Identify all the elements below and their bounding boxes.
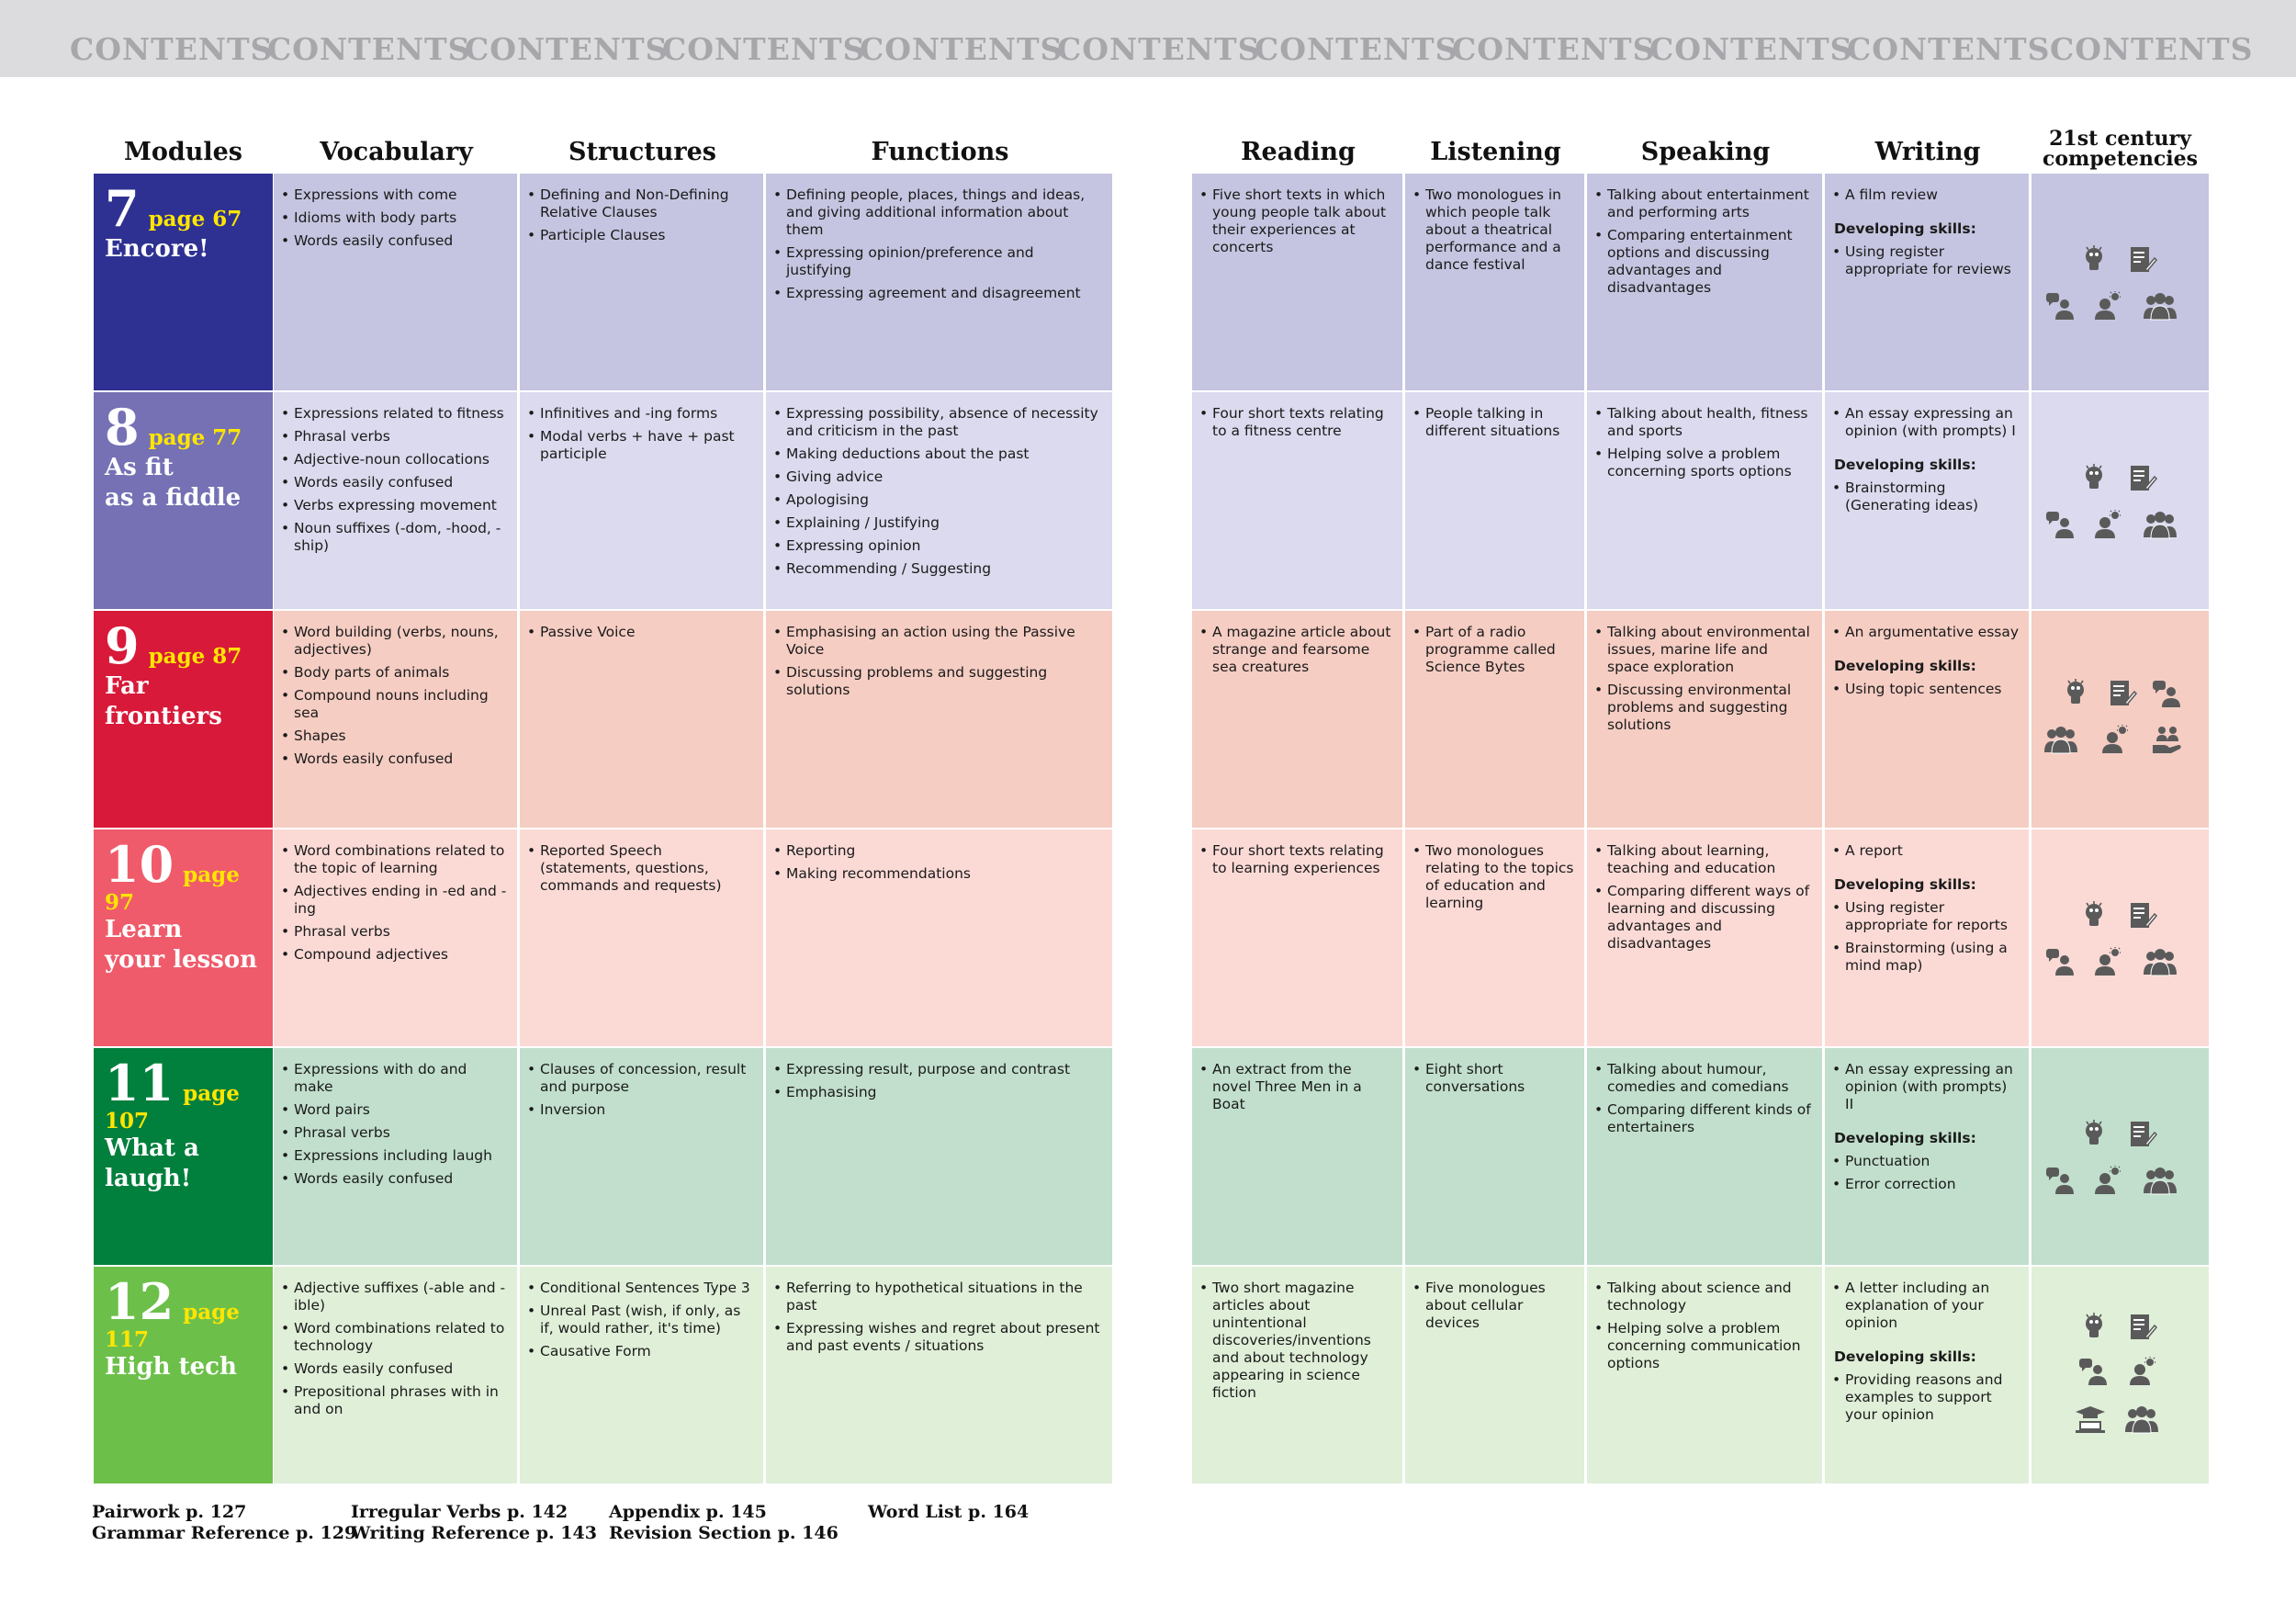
module-title: Learn your lesson	[105, 916, 258, 974]
banner-word: CONTENTS	[1452, 31, 1656, 67]
structures-cell	[520, 392, 763, 609]
list-item: • Helping solve a problem concerning communication options	[1607, 1320, 1813, 1372]
module-page: page 117	[105, 1300, 240, 1352]
structures-cell	[520, 174, 763, 390]
chat-person-icon	[2077, 1357, 2110, 1386]
list-item: • Expressing opinion/preference and justifying	[786, 244, 1103, 279]
list-item: • Five monologues about cellular devices	[1425, 1280, 1575, 1332]
chat-person-icon	[2044, 947, 2077, 976]
list-item: • Word pairs	[294, 1101, 508, 1119]
list-item: • Talking about learning, teaching and education	[1607, 842, 1813, 877]
list-item: • Punctuation	[1845, 1153, 2020, 1170]
list-item: • Making recommendations	[786, 865, 1103, 883]
contents-banner	[0, 0, 2296, 77]
person-idea-icon	[2090, 510, 2123, 539]
document-pen-icon	[2125, 464, 2158, 493]
speaking-cell	[1587, 174, 1822, 390]
module-number: 11	[105, 1054, 174, 1112]
competencies-cell	[2032, 829, 2209, 1046]
banner-word: CONTENTS	[1847, 31, 2051, 67]
structures-cell	[520, 829, 763, 1046]
list-item: • Comparing entertainment options and discussing advantages and disadvantages	[1607, 227, 1813, 297]
hand-people-icon	[2151, 725, 2184, 754]
header-writing: Writing	[1874, 138, 1981, 166]
footer-item: Writing Reference p. 143	[351, 1523, 597, 1543]
list-item: • Helping solve a problem concerning sports options	[1607, 446, 1813, 480]
vocabulary-cell	[274, 829, 517, 1046]
list-item: • Expressing result, purpose and contrast	[786, 1061, 1103, 1078]
module-cell	[94, 174, 273, 390]
speaking-cell	[1587, 829, 1822, 1046]
module-number: 10	[105, 835, 174, 894]
bulb-head-icon	[2077, 901, 2110, 931]
skills-label: Developing skills:	[1834, 876, 1976, 893]
list-item: • Using register appropriate for reports	[1845, 899, 2020, 934]
footer-col-3	[609, 1502, 838, 1544]
skills-label: Developing skills:	[1834, 457, 1976, 473]
list-item: • Using register appropriate for reviews	[1845, 243, 2020, 278]
list-item: • Using topic sentences	[1845, 681, 2020, 698]
vocabulary-cell	[274, 611, 517, 828]
vocabulary-cell	[274, 1048, 517, 1265]
vocabulary-cell	[274, 174, 517, 390]
banner-word: CONTENTS	[662, 31, 866, 67]
list-item: • Expressions related to fitness	[294, 405, 508, 423]
listening-cell	[1405, 1048, 1584, 1265]
list-item: • Two short magazine articles about unintentional discoveries/inventions and about technology appearing in science fiction	[1212, 1280, 1393, 1402]
header-speaking: Speaking	[1640, 138, 1771, 166]
list-item: • Phrasal verbs	[294, 923, 508, 941]
list-item: • Brainstorming (using a mind map)	[1845, 940, 2020, 975]
module-page: page 87	[148, 644, 242, 669]
list-item: • Discussing environmental problems and suggesting solutions	[1607, 682, 1813, 734]
module-number: 9	[105, 616, 140, 675]
module-cell	[94, 1048, 273, 1265]
writing-cell	[1825, 611, 2029, 828]
list-item: • A film review	[1845, 186, 2020, 204]
list-item: • Part of a radio programme called Science Bytes	[1425, 624, 1575, 676]
reading-cell	[1192, 611, 1402, 828]
list-item: • Emphasising	[786, 1084, 1103, 1101]
skills-label: Developing skills:	[1834, 658, 1976, 674]
competencies-cell	[2032, 1048, 2209, 1265]
list-item: • Reporting	[786, 842, 1103, 860]
speaking-cell	[1587, 1267, 1822, 1483]
bulb-head-icon	[2077, 1313, 2110, 1342]
list-item: • Talking about health, fitness and sports	[1607, 405, 1813, 440]
module-page: page 77	[148, 425, 242, 450]
list-item: • Five short texts in which young people talk about their experiences at concerts	[1212, 186, 1393, 256]
competencies-cell	[2032, 174, 2209, 390]
group-people-icon	[2144, 510, 2177, 539]
list-item: • Discussing problems and suggesting solutions	[786, 664, 1103, 699]
module-number: 7	[105, 179, 140, 238]
list-item: • Expressions with do and make	[294, 1061, 508, 1096]
list-item: • Two monologues relating to the topics of education and learning	[1425, 842, 1575, 912]
list-item: • An essay expressing an opinion (with prompts) II	[1845, 1061, 2020, 1113]
list-item: • Two monologues in which people talk about a theatrical performance and a dance festival	[1425, 186, 1575, 274]
list-item: • Unreal Past (wish, if only, as if, would rather, it's time)	[540, 1303, 754, 1337]
list-item: • Compound nouns including sea	[294, 687, 508, 722]
list-item: • Word combinations related to technology	[294, 1320, 508, 1355]
footer-col-2	[351, 1502, 597, 1544]
module-title: As fit as a fiddle	[105, 454, 242, 512]
list-item: • Inversion	[540, 1101, 754, 1119]
vocabulary-cell	[274, 1267, 517, 1483]
structures-cell	[520, 1267, 763, 1483]
document-pen-icon	[2105, 679, 2138, 708]
module-title: Far frontiers	[105, 672, 222, 730]
module-number: 8	[105, 398, 140, 457]
vocabulary-cell	[274, 392, 517, 609]
skills-label: Developing skills:	[1834, 220, 1976, 237]
group-people-icon	[2144, 947, 2177, 976]
document-pen-icon	[2125, 1120, 2158, 1149]
header-vocabulary: Vocabulary	[320, 138, 473, 166]
list-item: • Apologising	[786, 491, 1103, 509]
footer-item: Pairwork p. 127	[92, 1502, 247, 1522]
banner-word: CONTENTS	[1057, 31, 1261, 67]
header-listening: Listening	[1430, 138, 1561, 166]
person-idea-icon	[2098, 725, 2131, 754]
list-item: • Idioms with body parts	[294, 209, 508, 227]
reading-cell	[1192, 174, 1402, 390]
bulb-head-icon	[2077, 1120, 2110, 1149]
reading-cell	[1192, 829, 1402, 1046]
list-item: • Shapes	[294, 728, 508, 745]
list-item: • Adjectives ending in -ed and -ing	[294, 883, 508, 918]
chat-person-icon	[2151, 679, 2184, 708]
module-cell	[94, 611, 273, 828]
bulb-head-icon	[2077, 245, 2110, 275]
list-item: • Four short texts relating to a fitness centre	[1212, 405, 1393, 440]
list-item: • Words easily confused	[294, 750, 508, 768]
footer-item: Irregular Verbs p. 142	[351, 1502, 568, 1522]
list-item: • Expressions including laugh	[294, 1147, 508, 1165]
list-item: • Making deductions about the past	[786, 446, 1103, 463]
module-title: Encore!	[105, 235, 209, 263]
list-item: • Providing reasons and examples to support your opinion	[1845, 1371, 2020, 1424]
list-item: • A magazine article about strange and fearsome sea creatures	[1212, 624, 1393, 676]
list-item: • A letter including an explanation of your opinion	[1845, 1280, 2020, 1332]
list-item: • Expressing agreement and disagreement	[786, 285, 1103, 302]
speaking-cell	[1587, 1048, 1822, 1265]
list-item: • Words easily confused	[294, 1170, 508, 1188]
list-item: • People talking in different situations	[1425, 405, 1575, 440]
module-cell	[94, 392, 273, 609]
competencies-cell	[2032, 611, 2209, 828]
list-item: • Comparing different kinds of entertainers	[1607, 1101, 1813, 1136]
competencies-cell	[2032, 1267, 2209, 1483]
bulb-head-icon	[2059, 679, 2092, 708]
list-item: • Clauses of concession, result and purpose	[540, 1061, 754, 1096]
chat-person-icon	[2044, 1166, 2077, 1195]
list-item: • Expressions with come	[294, 186, 508, 204]
module-number: 12	[105, 1272, 174, 1331]
module-title: What a laugh!	[105, 1134, 199, 1192]
list-item: • Passive Voice	[540, 624, 754, 641]
list-item: • Giving advice	[786, 468, 1103, 486]
list-item: • An argumentative essay	[1845, 624, 2020, 641]
group-people-icon	[2144, 1166, 2177, 1195]
list-item: • Conditional Sentences Type 3	[540, 1280, 754, 1297]
listening-cell	[1405, 392, 1584, 609]
listening-cell	[1405, 174, 1584, 390]
competencies-cell	[2032, 392, 2209, 609]
module-cell	[94, 1267, 273, 1483]
group-people-icon	[2044, 725, 2077, 754]
list-item: • Talking about entertainment and performing arts	[1607, 186, 1813, 221]
person-idea-icon	[2090, 947, 2123, 976]
person-idea-icon	[2090, 1166, 2123, 1195]
header-reading: Reading	[1241, 138, 1356, 166]
list-item: • Explaining / Justifying	[786, 514, 1103, 532]
person-idea-icon	[2125, 1357, 2158, 1386]
list-item: • Phrasal verbs	[294, 428, 508, 446]
list-item: • Referring to hypothetical situations in the past	[786, 1280, 1103, 1314]
list-item: • Words easily confused	[294, 1360, 508, 1378]
list-item: • Phrasal verbs	[294, 1124, 508, 1142]
banner-word: CONTENTS	[70, 31, 274, 67]
list-item: • Word combinations related to the topic of learning	[294, 842, 508, 877]
list-item: • A report	[1845, 842, 2020, 860]
list-item: • Words easily confused	[294, 474, 508, 491]
footer-item: Revision Section p. 146	[609, 1523, 838, 1543]
list-item: • Noun suffixes (-dom, -hood, -ship)	[294, 520, 508, 555]
list-item: • Talking about humour, comedies and comedians	[1607, 1061, 1813, 1096]
list-item: • Brainstorming (Generating ideas)	[1845, 479, 2020, 514]
list-item: • Infinitives and -ing forms	[540, 405, 754, 423]
document-pen-icon	[2125, 1313, 2158, 1342]
list-item: • Modal verbs + have + past participle	[540, 428, 754, 463]
list-item: • Four short texts relating to learning experiences	[1212, 842, 1393, 877]
writing-cell	[1825, 829, 2029, 1046]
speaking-cell	[1587, 611, 1822, 828]
list-item: • Words easily confused	[294, 232, 508, 250]
list-item: • Talking about environmental issues, marine life and space exploration	[1607, 624, 1813, 676]
list-item: • Recommending / Suggesting	[786, 560, 1103, 578]
footer-col-1	[92, 1502, 356, 1544]
list-item: • An extract from the novel Three Men in a Boat	[1212, 1061, 1393, 1113]
writing-cell	[1825, 1267, 2029, 1483]
reading-cell	[1192, 1048, 1402, 1265]
skills-label: Developing skills:	[1834, 1130, 1976, 1146]
writing-cell	[1825, 174, 2029, 390]
banner-word: CONTENTS	[1255, 31, 1458, 67]
list-item: • Talking about science and technology	[1607, 1280, 1813, 1314]
functions-cell	[766, 392, 1112, 609]
list-item: • Expressing opinion	[786, 537, 1103, 555]
reading-cell	[1192, 1267, 1402, 1483]
group-people-icon	[2125, 1404, 2158, 1434]
header-modules: Modules	[123, 138, 243, 166]
list-item: • Defining and Non-Defining Relative Clauses	[540, 186, 754, 221]
list-item: • Causative Form	[540, 1343, 754, 1360]
footer-item: Appendix p. 145	[609, 1502, 767, 1522]
chat-person-icon	[2044, 510, 2077, 539]
header-structures: Structures	[568, 138, 716, 166]
list-item: • Adjective suffixes (-able and -ible)	[294, 1280, 508, 1314]
list-item: • Error correction	[1845, 1176, 2020, 1193]
list-item: • Reported Speech (statements, questions, commands and requests)	[540, 842, 754, 895]
list-item: • Expressing possibility, absence of necessity and criticism in the past	[786, 405, 1103, 440]
footer-col-4	[868, 1502, 1029, 1523]
structures-cell	[520, 611, 763, 828]
header-functions: Functions	[871, 138, 1009, 166]
listening-cell	[1405, 611, 1584, 828]
document-pen-icon	[2125, 245, 2158, 275]
person-idea-icon	[2090, 291, 2123, 321]
listening-cell	[1405, 1267, 1584, 1483]
banner-word: CONTENTS	[1649, 31, 1853, 67]
reading-cell	[1192, 392, 1402, 609]
list-item: • An essay expressing an opinion (with prompts) I	[1845, 405, 2020, 440]
list-item: • Emphasising an action using the Passive Voice	[786, 624, 1103, 659]
list-item: • Word building (verbs, nouns, adjectives)	[294, 624, 508, 659]
functions-cell	[766, 174, 1112, 390]
header-competencies: 21st century competencies	[2042, 127, 2199, 171]
functions-cell	[766, 611, 1112, 828]
writing-cell	[1825, 1048, 2029, 1265]
skills-label: Developing skills:	[1834, 1348, 1976, 1365]
writing-cell	[1825, 392, 2029, 609]
list-item: • Body parts of animals	[294, 664, 508, 682]
module-page: page 107	[105, 1081, 240, 1134]
banner-word: CONTENTS	[860, 31, 1064, 67]
module-page: page 97	[105, 863, 240, 915]
list-item: • Prepositional phrases with in and on	[294, 1383, 508, 1418]
group-people-icon	[2144, 291, 2177, 321]
banner-word: CONTENTS	[2050, 31, 2254, 67]
structures-cell	[520, 1048, 763, 1265]
module-page: page 67	[148, 207, 242, 231]
document-pen-icon	[2125, 901, 2158, 931]
list-item: • Defining people, places, things and ideas, and giving additional information about them	[786, 186, 1103, 239]
module-title: High tech	[105, 1353, 237, 1381]
listening-cell	[1405, 829, 1584, 1046]
graduation-laptop-icon	[2074, 1404, 2107, 1434]
functions-cell	[766, 1048, 1112, 1265]
module-cell	[94, 829, 273, 1046]
chat-person-icon	[2044, 291, 2077, 321]
functions-cell	[766, 829, 1112, 1046]
banner-word: CONTENTS	[267, 31, 471, 67]
list-item: • Expressing wishes and regret about present and past events / situations	[786, 1320, 1103, 1355]
footer-item: Grammar Reference p. 129	[92, 1523, 357, 1543]
bulb-head-icon	[2077, 464, 2110, 493]
banner-word: CONTENTS	[465, 31, 669, 67]
list-item: • Participle Clauses	[540, 227, 754, 244]
list-item: • Eight short conversations	[1425, 1061, 1575, 1096]
speaking-cell	[1587, 392, 1822, 609]
functions-cell	[766, 1267, 1112, 1483]
footer-item: Word List p. 164	[868, 1502, 1030, 1522]
list-item: • Verbs expressing movement	[294, 497, 508, 514]
list-item: • Compound adjectives	[294, 946, 508, 964]
list-item: • Adjective-noun collocations	[294, 451, 508, 468]
list-item: • Comparing different ways of learning and discussing advantages and disadvantages	[1607, 883, 1813, 953]
